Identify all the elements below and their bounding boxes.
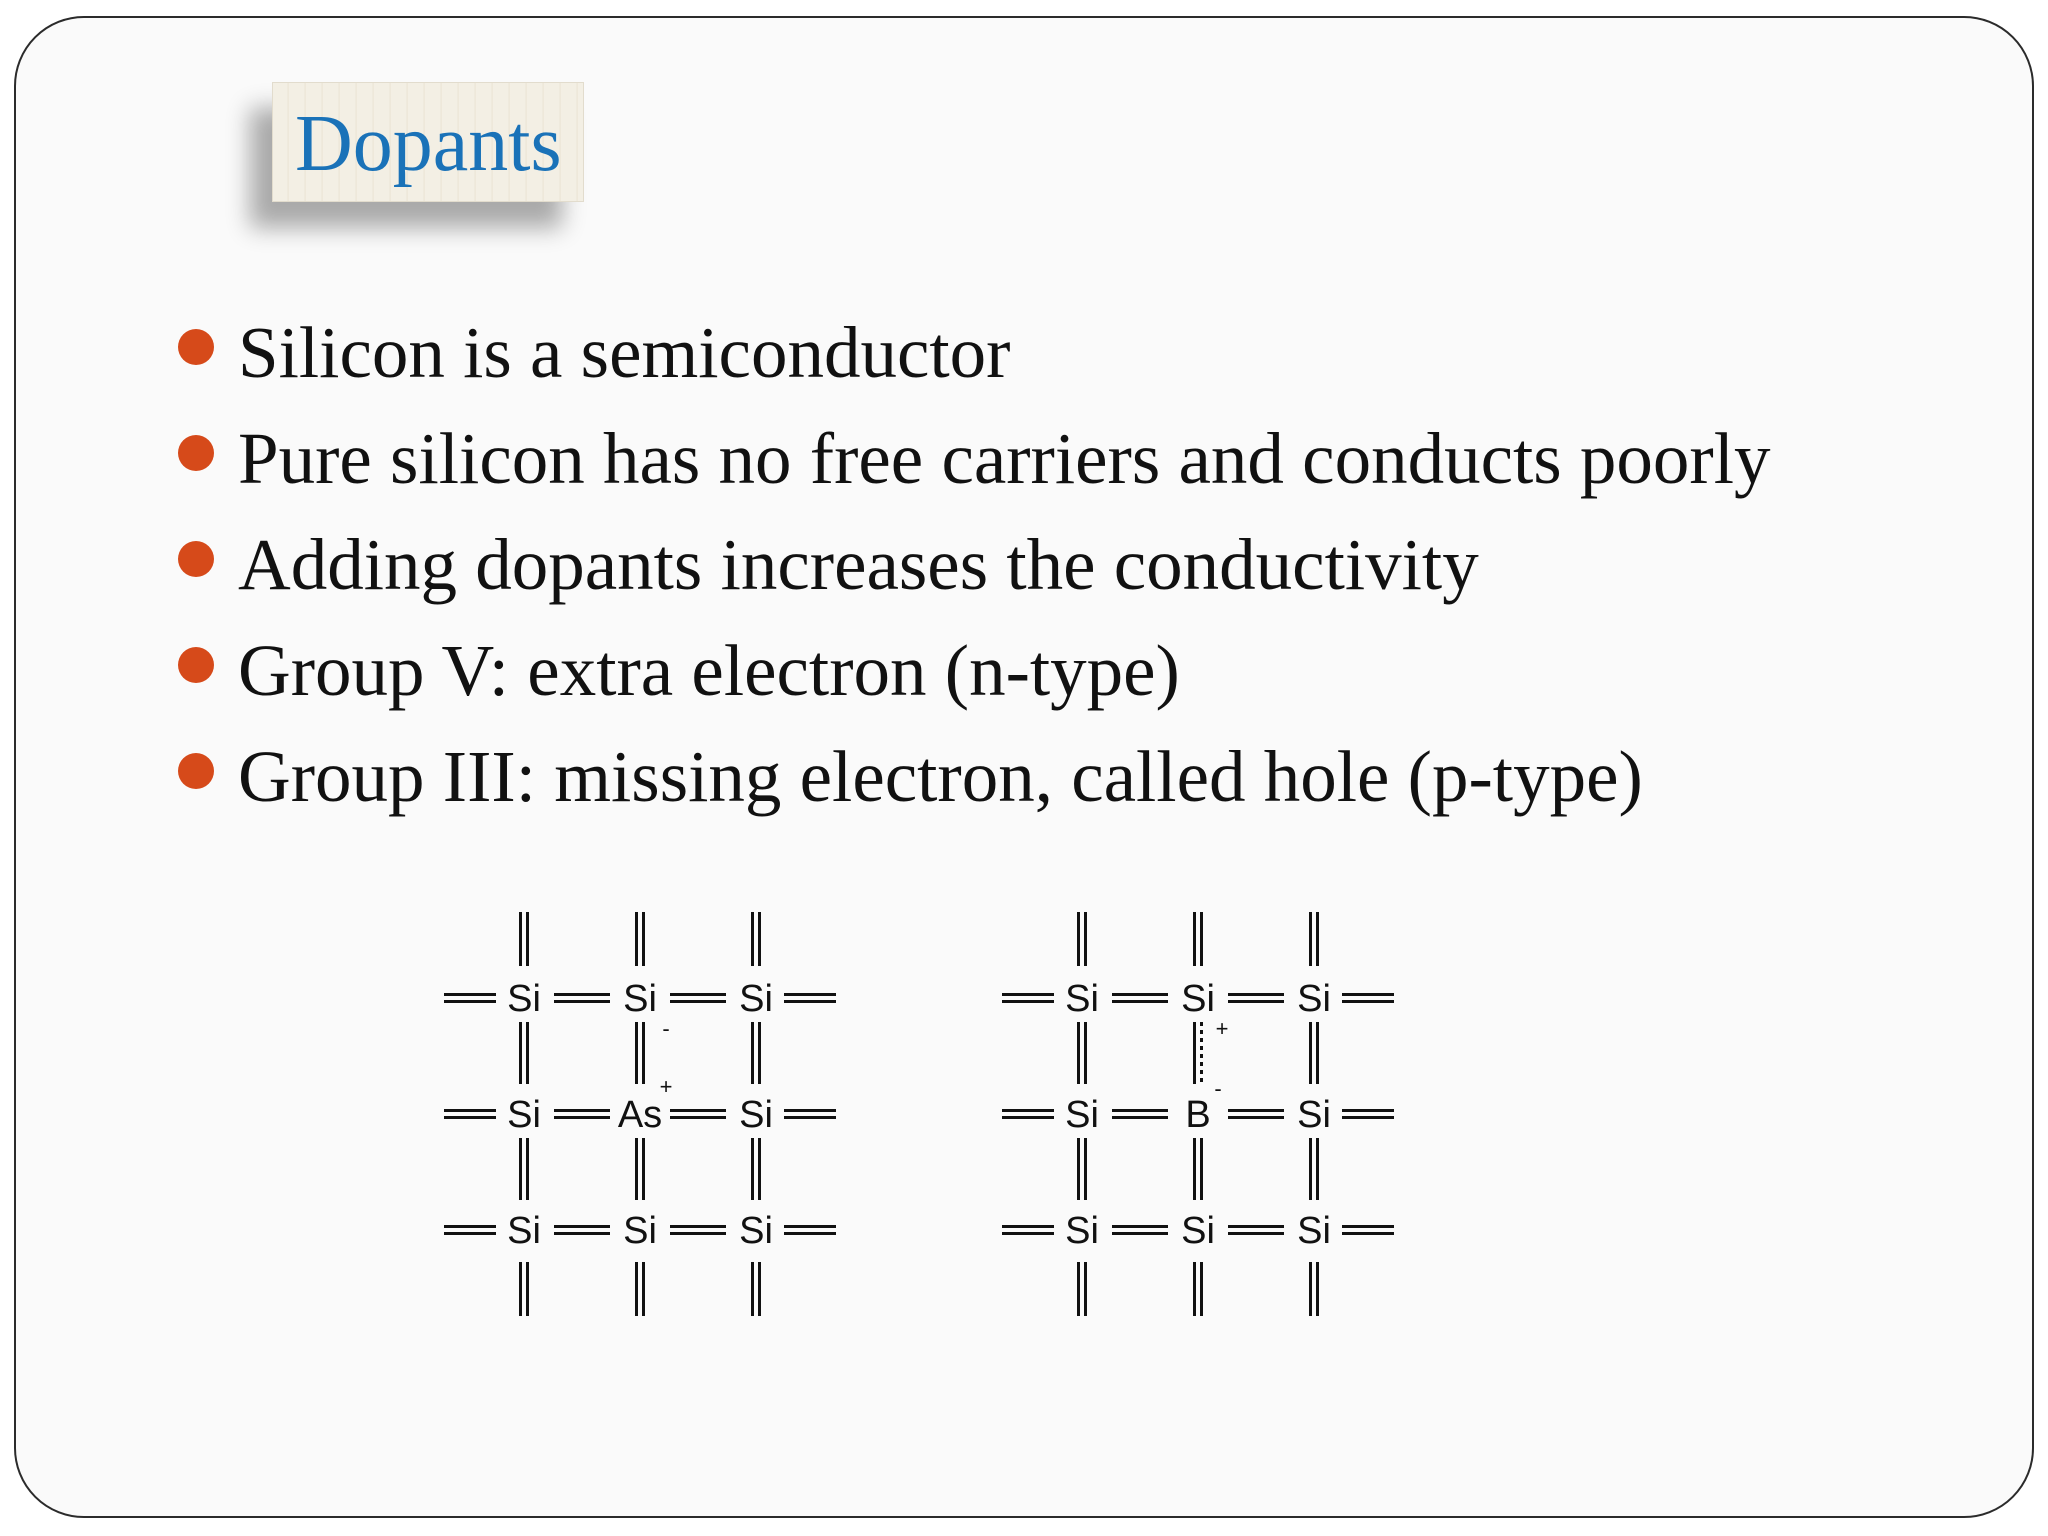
dopant-charge-label: + [659, 1074, 673, 1099]
atom-label: Si [623, 978, 657, 1020]
bullet-text: Group V: extra electron (n-type) [238, 630, 1180, 711]
bullet-text: Group III: missing electron, called hole (p-type) [238, 736, 1643, 817]
atom-label: Si [623, 1210, 657, 1252]
dopant-charge-label: - [1214, 1076, 1222, 1101]
bullet-text: Adding dopants increases the conductivity [238, 524, 1479, 605]
atom-label: Si [1065, 978, 1099, 1020]
atom-label: Si [739, 978, 773, 1020]
dopant-atom-label: B [1185, 1094, 1211, 1136]
atom-label: Si [1181, 1210, 1215, 1252]
atom-label: Si [1297, 1094, 1331, 1136]
atom-label: Si [507, 1210, 541, 1252]
atom-label: Si [1181, 978, 1215, 1020]
n-type-lattice [444, 912, 836, 1316]
atom-label: Si [739, 1094, 773, 1136]
atom-label: Si [739, 1210, 773, 1252]
bullet-text: Pure silicon has no free carriers and conducts poorly [238, 418, 1771, 499]
p-type-lattice [1002, 912, 1394, 1316]
atom-label: Si [1297, 978, 1331, 1020]
atom-label: Si [507, 978, 541, 1020]
atom-label: Si [1065, 1210, 1099, 1252]
electron-charge-label: - [662, 1016, 670, 1041]
atom-label: Si [1297, 1210, 1331, 1252]
slide-title: Dopants [295, 100, 562, 188]
hole-charge-label: + [1215, 1016, 1229, 1041]
atom-label: Si [507, 1094, 541, 1136]
atom-label: Si [1065, 1094, 1099, 1136]
dopant-atom-label: As [617, 1094, 663, 1136]
bullet-text: Silicon is a semiconductor [238, 312, 1011, 393]
